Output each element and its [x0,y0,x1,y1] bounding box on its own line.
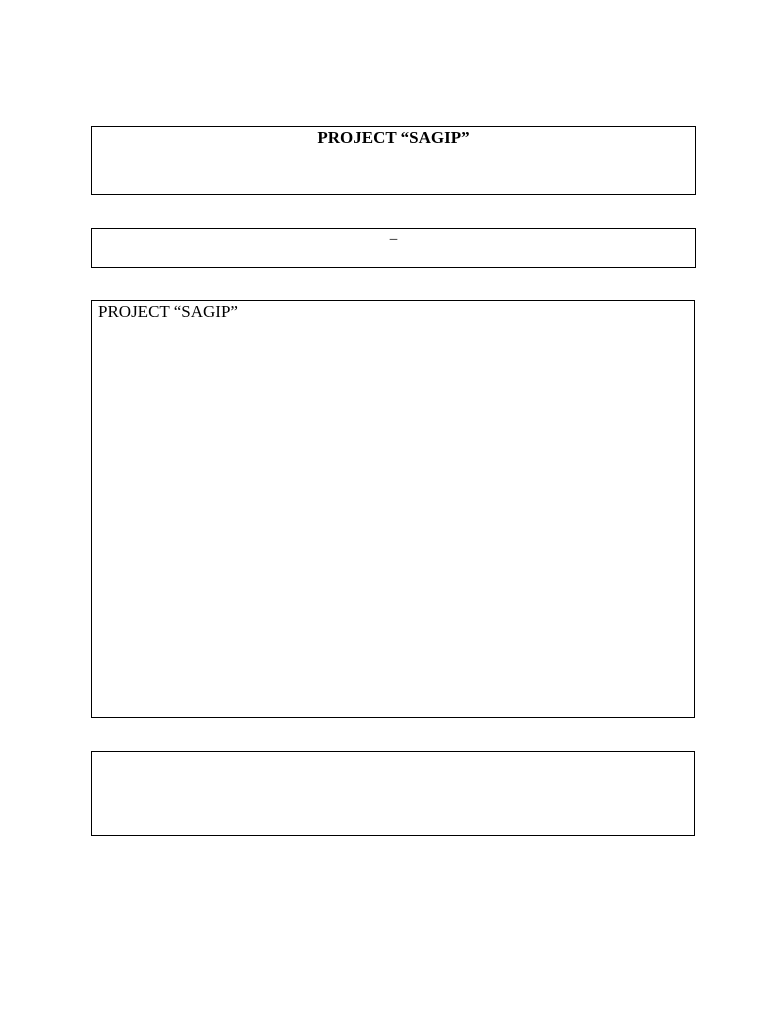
title-box [91,126,696,195]
subtitle-dash: – [389,231,398,247]
subtitle-box [91,228,696,268]
footer-box [91,751,695,836]
document-title: PROJECT “SAGIP” [317,128,470,147]
content-box [91,300,695,718]
content-text: PROJECT “SAGIP” [98,302,238,321]
